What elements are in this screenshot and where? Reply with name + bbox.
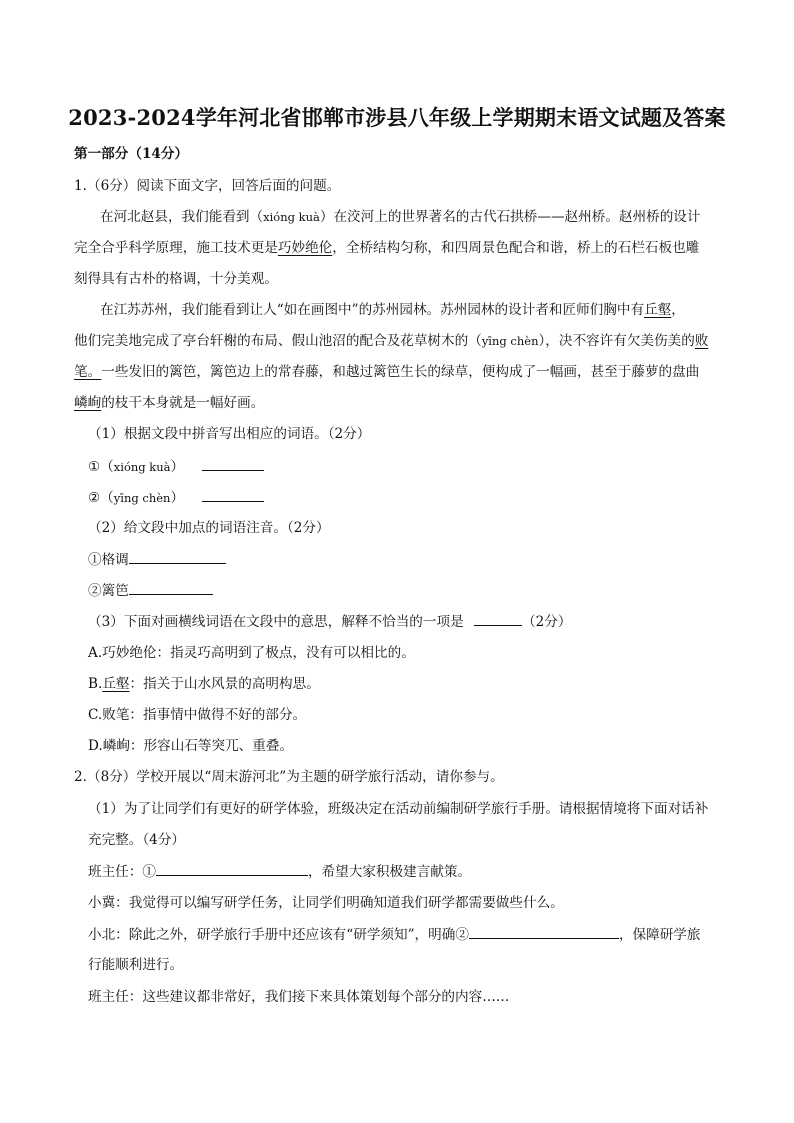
option-c: C.败笔：指事情中做得不好的部分。 [88,707,307,723]
answer-blank[interactable] [129,549,226,564]
label: ） [170,459,185,475]
underlined-term: 败 [694,333,709,349]
dialogue-3-continued: 行能顺利进行。 [88,957,184,973]
dialogue-3 [88,924,701,945]
answer-blank[interactable] [156,861,308,876]
subquestion-1: （1）根据文段中拼音写出相应的词语。（2分） [88,426,371,442]
passage-1-line-1 [100,207,701,227]
answer-row-2 [88,487,264,508]
text: 在河北赵县，我们能看到（ [100,209,264,225]
text: ：指关于山水风景的高明构思。 [129,676,320,692]
text: 在江苏苏州，我们能看到让人“如在画图中”的苏州园林。苏州园林的设计者和匠师们胸中有 [100,302,645,318]
label: ②（ [88,490,114,506]
question-2-stem: 2.（8分）学校开展以“周末游河北”为主题的研学旅行活动，请你参与。 [74,769,504,785]
pinyin: xióng kuà [113,460,171,474]
passage-1-line-3: 刻得具有古朴的格调，十分美观。 [74,271,278,287]
passage-2-line-1 [100,300,685,320]
answer-row-4 [88,580,213,601]
dialogue-2: 小冀：我觉得可以编写研学任务，让同学们明确知道我们研学都需要做些什么。 [88,895,564,911]
underlined-term: 丘壑 [102,676,130,692]
answer-blank[interactable] [129,580,213,595]
answer-blank[interactable] [474,611,522,626]
text: 班主任：① [88,864,156,880]
answer-blank[interactable] [469,924,619,939]
text: ，全桥结构匀称，和四周景色配合和谐，桥上的石栏石板也雕 [332,240,700,256]
pinyin: xióng kuà [263,210,320,224]
answer-blank[interactable] [202,456,264,471]
underlined-term: 丘壑 [644,302,672,318]
option-d: D.嶙峋：形容山石等突兀、重叠。 [88,738,294,754]
q2-subquestion-1-line-2: 充完整。（4分） [88,832,186,848]
option-a: A.巧妙绝伦：指灵巧高明到了极点，没有可以相比的。 [88,645,415,661]
answer-row-1 [88,456,264,477]
question-1-stem: 1.（6分）阅读下面文字，回答后面的问题。 [74,178,341,194]
q2-subquestion-1-line-1: （1）为了让同学们有更好的研学体验，班级决定在活动前编制研学旅行手册。请根据情境将下面对话补 [88,801,709,817]
option-b [88,674,320,694]
label: ） [170,490,185,506]
text: ）在洨河上的世界著名的古代石拱桥——赵州桥。赵州桥的设计 [319,209,701,225]
text: 一些发旧的篱笆，篱笆边上的常春藤，和越过篱笆生长的绿草，便构成了一幅画，甚至于藤萝的盘曲 [101,364,700,380]
passage-2-line-3 [74,362,699,382]
label: ①格调 [88,552,129,568]
text: （3）下面对画横线词语在文段中的意思，解释不恰当的一项是 [88,614,464,630]
text: ，保障研学旅 [618,927,701,943]
underlined-term: 巧妙绝伦 [277,240,333,256]
text: ， [671,302,685,318]
text: 小北：除此之外，研学旅行手册中还应该有“研学须知”，明确② [88,927,469,943]
text: ，希望大家积极建言献策。 [307,864,472,880]
page-title: 2023-2024学年河北省邯郸市涉县八年级上学期期末语文试题及答案 [68,105,726,130]
text: 完全合乎科学原理，施工技术更是 [74,240,278,256]
dialogue-1 [88,861,471,882]
subquestion-2: （2）给文段中加点的词语注音。（2分） [88,520,330,536]
text: 他们完美地完成了亭台轩榭的布局、假山池沼的配合及花草树木的（ [74,333,482,349]
underlined-term: 笔。 [74,364,102,380]
answer-blank[interactable] [202,487,264,502]
text: ），决不容许有欠美伤美的 [538,333,695,349]
text: B. [88,676,103,692]
passage-2-line-2 [74,331,708,351]
answer-row-3 [88,549,226,570]
pinyin: yīng chèn [481,334,539,348]
label: ②篱笆 [88,583,129,599]
dialogue-4: 班主任：这些建议都非常好，我们接下来具体策划每个部分的内容…… [88,989,510,1005]
passage-2-line-4 [74,393,264,413]
section-heading: 第一部分（14分） [74,146,189,162]
passage-1-line-2 [74,238,699,258]
underlined-term: 嶙峋 [74,395,102,411]
text: （2分） [522,614,572,630]
pinyin: yīng chèn [113,491,171,505]
label: ①（ [88,459,114,475]
subquestion-3 [88,611,571,632]
text: 的枝干本身就是一幅好画。 [101,395,265,411]
